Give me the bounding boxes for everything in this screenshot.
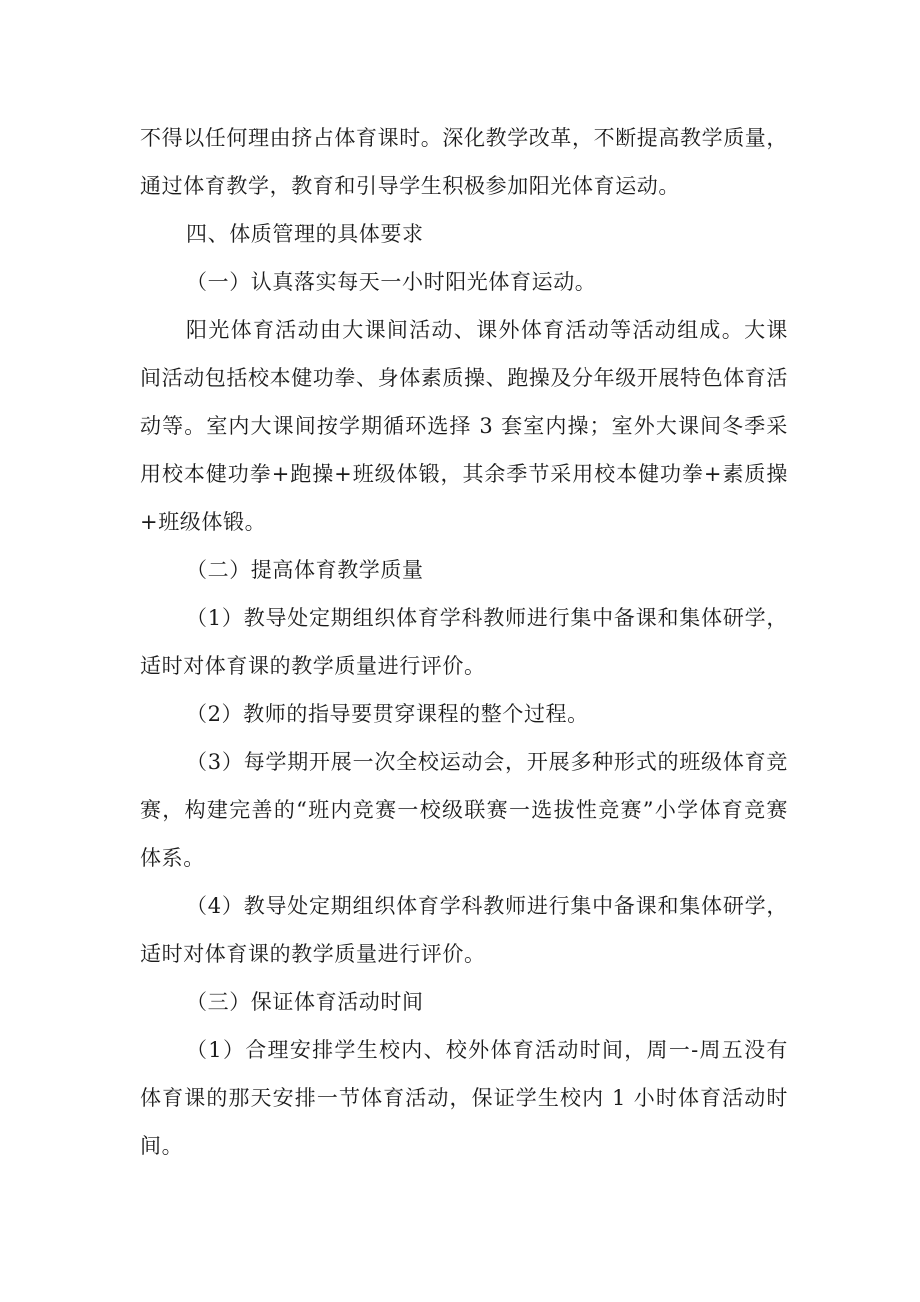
subsection-heading-3: （三）保证体育活动时间 bbox=[186, 990, 424, 1014]
subsection-heading-1: （一）认真落实每天一小时阳光体育运动。 bbox=[186, 270, 597, 294]
paragraph-continuation: 不得以任何理由挤占体育课时。深化教学改革，不断提高教学质量，通过体育教学，教育和引导学生积极参加阳光体育运动。 bbox=[140, 126, 788, 198]
section-heading-4: 四、体质管理的具体要求 bbox=[186, 222, 424, 246]
list-item-3-1: （1）合理安排学生校内、校外体育活动时间，周一-周五没有体育课的那天安排一节体育活动，保证学生校内 1 小时体育活动时间。 bbox=[140, 1038, 788, 1158]
subsection-heading-2: （二）提高体育教学质量 bbox=[186, 558, 424, 582]
list-item-2-3: （3）每学期开展一次全校运动会，开展多种形式的班级体育竞赛，构建完善的“班内竞赛一校级联赛一选拔性竞赛”小学体育竞赛体系。 bbox=[140, 750, 788, 870]
document-body bbox=[140, 114, 788, 1170]
list-item-2-4: （4）教导处定期组织体育学科教师进行集中备课和集体研学，适时对体育课的教学质量进行评价。 bbox=[140, 894, 788, 966]
paragraph-sunshine-activities: 阳光体育活动由大课间活动、课外体育活动等活动组成。大课间活动包括校本健功拳、身体素质操、跑操及分年级开展特色体育活动等。室内大课间按学期循环选择 3 套室内操；室外大课间冬季采用校本健功拳+跑操+班级体锻，其余季节采用校本健功拳+素质操+班级体锻。 bbox=[140, 318, 788, 534]
list-item-2-1: （1）教导处定期组织体育学科教师进行集中备课和集体研学，适时对体育课的教学质量进行评价。 bbox=[140, 606, 788, 678]
list-item-2-2: （2）教师的指导要贯穿课程的整个过程。 bbox=[186, 702, 589, 726]
